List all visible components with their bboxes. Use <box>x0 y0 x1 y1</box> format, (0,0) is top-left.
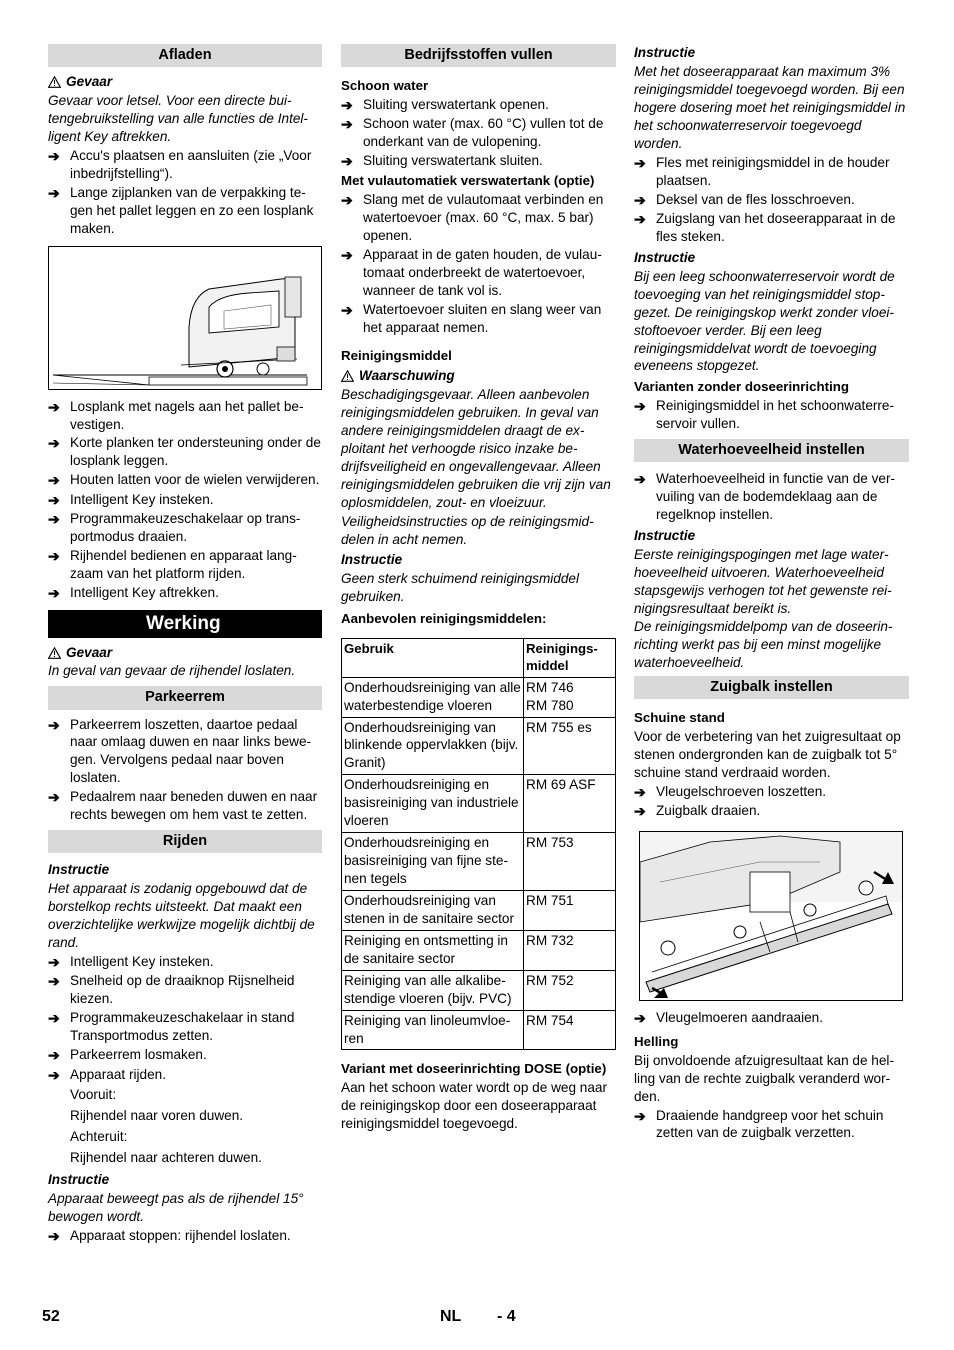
arrow-icon: ➔ <box>48 973 60 990</box>
step-text: Apparaat stoppen: rijhendel loslaten. <box>70 1227 291 1243</box>
step-text: Slang met de vulautomaat verbinden en watertoevoer (max. 60 °C, max. 5 bar) openen. <box>363 192 604 243</box>
step-item <box>634 783 909 801</box>
step-item <box>634 802 909 820</box>
usage-cell: Onderhoudsreiniging en basisreiniging van fijne stenen tegels <box>342 833 524 891</box>
step-text: Parkeerrem losmaken. <box>70 1047 207 1063</box>
note-text: Apparaat beweegt pas als de rijhendel 15° bewogen wordt. <box>48 1190 304 1224</box>
note-label: Instructie <box>634 45 696 60</box>
section-heading-waterhoeveelheid: Waterhoeveelheid instellen <box>634 439 909 462</box>
arrow-icon: ➔ <box>48 1010 60 1027</box>
table-row <box>342 677 616 717</box>
warning-text: Gevaar voor letsel. Voor een directe buitengebruikstelling van alle functies de Intelligent Key aftrekken. <box>48 93 308 144</box>
table-row <box>342 1010 616 1050</box>
step-item <box>634 397 909 433</box>
step-text: Apparaat in de gaten houden, de vulautomaat onderbreekt de watertoevoer, wanneer de tank vol is. <box>363 246 602 298</box>
chapter-heading-werking: Werking <box>48 610 322 637</box>
agent-cell: RM 751 <box>524 890 616 930</box>
step-text: Reinigingsmiddel in het schoonwaterreservoir vullen. <box>656 397 895 431</box>
agent-cell: RM 746 RM 780 <box>524 677 616 717</box>
step-list-schuine <box>634 783 909 821</box>
section-heading-afladen: Afladen <box>48 44 322 67</box>
table-row <box>342 775 616 833</box>
warning-text: Beschadigingsgevaar. Alleen aanbevolen reinigingsmiddelen gebruiken. In geval van andere reinigingsmiddelen draagt de exploitant het verhoogde risico inzake bedrijfsveiligheid en ongevallengevaar. Alleen reinigingsmiddelen gebruiken die vrij zijn van oplosmiddelen, zout- en vloeizuur. <box>341 387 611 510</box>
note-label: Instructie <box>48 1171 110 1187</box>
step-item <box>48 1227 322 1245</box>
direction-line: Achteruit: <box>70 1129 128 1145</box>
step-list-water <box>634 470 909 524</box>
arrow-icon: ➔ <box>48 184 60 201</box>
step-item <box>341 96 616 114</box>
step-item <box>634 191 909 209</box>
step-text: Schoon water (max. 60 °C) vullen tot de onderkant van de vulopening. <box>363 116 604 150</box>
step-text: Programmakeuzeschakelaar op transportmodus draaien. <box>70 511 301 545</box>
column-2 <box>341 44 616 1133</box>
table-row <box>342 717 616 775</box>
step-item <box>48 434 322 470</box>
agent-cell: RM 754 <box>524 1010 616 1050</box>
step-text: Vleugelmoeren aandraaien. <box>656 1009 824 1025</box>
step-text: Intelligent Key aftrekken. <box>70 585 219 600</box>
note-text: Geen sterk schuimend reinigingsmiddel gebruiken. <box>341 571 580 605</box>
subheading-varianten: Varianten zonder doseerinrichting <box>634 379 850 395</box>
arrow-icon: ➔ <box>634 397 646 414</box>
step-item <box>48 953 322 971</box>
step-text: Parkeerrem loszetten, daartoe pedaal naar omlaag duwen en naar links bewegen. Vervolgens pedaal naar boven loslaten. <box>70 716 312 786</box>
arrow-icon: ➔ <box>341 153 353 170</box>
warning-label <box>48 644 322 662</box>
step-item <box>48 184 322 238</box>
warning-triangle-icon <box>48 76 61 88</box>
step-text: Losplank met nagels aan het pallet bevestigen. <box>70 398 304 432</box>
step-item <box>48 491 322 509</box>
arrow-icon: ➔ <box>341 96 353 113</box>
usage-cell: Reiniging en ontsmetting in de sanitaire sector <box>342 930 524 970</box>
step-item <box>48 147 322 183</box>
direction-line: Rijhendel naar achteren duwen. <box>70 1149 262 1165</box>
step-text: Sluiting verswatertank sluiten. <box>363 153 543 169</box>
table-row <box>342 970 616 1010</box>
table-row <box>342 890 616 930</box>
step-list-afladen-2 <box>48 398 322 603</box>
agent-cell: RM 69 ASF <box>524 775 616 833</box>
step-text: Vleugelschroeven loszetten. <box>656 783 827 799</box>
arrow-icon: ➔ <box>341 301 353 318</box>
arrow-icon: ➔ <box>634 783 646 800</box>
step-list-stop <box>48 1227 322 1245</box>
column-3 <box>634 44 909 1142</box>
step-text: Draaiende handgreep voor het schuin zetten van de zuigbalk verzetten. <box>656 1107 884 1141</box>
step-text: Sluiting verswatertank openen. <box>363 96 549 112</box>
schuine-text: Voor de verbetering van het zuigresultaat op stenen ondergronden kan de zuigbalk tot 5° schuine stand verdraaid worden. <box>634 728 901 780</box>
language-code: NL <box>440 1308 462 1325</box>
arrow-icon: ➔ <box>48 585 60 601</box>
step-item <box>48 1009 322 1045</box>
warning-label-text: Gevaar <box>66 644 113 660</box>
step-item <box>634 154 909 190</box>
arrow-icon: ➔ <box>48 953 60 970</box>
squeegee-adjustment-illustration <box>639 831 903 1001</box>
note-label: Instructie <box>634 527 696 543</box>
step-text: Korte planken ter ondersteuning onder de losplank leggen. <box>70 435 321 469</box>
warning-label <box>341 367 616 385</box>
direction-line: Vooruit: <box>70 1087 117 1103</box>
step-item <box>48 471 322 489</box>
table-title: Aanbevolen reinigingsmiddelen: <box>341 611 547 627</box>
agent-cell: RM 732 <box>524 930 616 970</box>
scrubber-on-pallet-drawing <box>49 247 321 389</box>
arrow-icon: ➔ <box>48 472 60 489</box>
arrow-icon: ➔ <box>48 716 60 733</box>
step-item <box>48 510 322 546</box>
section-heading-parkeerrem: Parkeerrem <box>48 686 322 709</box>
subheading-vulautomatiek: Met vulautomatiek verswatertank (optie) <box>341 173 595 189</box>
step-item <box>48 1066 322 1084</box>
step-text: Houten latten voor de wielen verwijderen. <box>70 472 320 488</box>
arrow-icon: ➔ <box>634 191 646 208</box>
dose-text: Aan het schoon water wordt op de weg naar de reinigingskop door een doseerapparaat reinigingsmiddel toegevoegd. <box>341 1080 608 1131</box>
step-list-rijden <box>48 953 322 1084</box>
note-text: Bij een leeg schoonwaterreservoir wordt de toevoeging van het reinigingsmiddel stopgezet. De reinigingskop werkt zonder vloeistoftoevoer verder. Bij een leeg reinigingsmiddelvat wordt de toevoeging eveneens stopgezet. <box>634 268 895 374</box>
agent-cell: RM 752 <box>524 970 616 1010</box>
step-text: Intelligent Key insteken. <box>70 491 214 507</box>
warning-text: Veiligheidsinstructies op de reinigingsmiddelen in acht nemen. <box>341 513 594 547</box>
step-item <box>48 1046 322 1064</box>
step-list-schoon-water <box>341 96 616 171</box>
step-list-after-figure <box>634 1009 909 1027</box>
warning-label-text: Gevaar <box>66 74 113 90</box>
step-item <box>634 470 909 524</box>
agent-cell: RM 753 <box>524 833 616 891</box>
arrow-icon: ➔ <box>48 491 60 508</box>
step-text: Zuigslang van het doseerapparaat in de fles steken. <box>656 210 896 244</box>
step-list-afladen-1 <box>48 147 322 238</box>
step-item <box>634 210 909 246</box>
step-item <box>48 584 322 602</box>
step-item <box>341 191 616 245</box>
arrow-icon: ➔ <box>341 192 353 209</box>
step-list-parkeerrem <box>48 716 322 825</box>
usage-cell: Reiniging van alle alkalibestendige vloeren (bijv. PVC) <box>342 970 524 1010</box>
arrow-icon: ➔ <box>48 398 60 415</box>
page-number: 52 <box>42 1308 60 1325</box>
arrow-icon: ➔ <box>341 246 353 263</box>
subheading-schuine-stand: Schuine stand <box>634 710 725 726</box>
table-header-row <box>342 638 616 677</box>
table-row <box>342 930 616 970</box>
step-text: Fles met reinigingsmiddel in de houder plaatsen. <box>656 154 890 188</box>
note-label: Instructie <box>634 249 696 265</box>
direction-line: Rijhendel naar voren duwen. <box>70 1108 244 1124</box>
step-text: Lange zijplanken van de verpakking tegen het pallet leggen en zo een losplank maken. <box>70 184 314 236</box>
arrow-icon: ➔ <box>634 210 646 227</box>
note-label: Instructie <box>48 862 110 878</box>
section-heading-rijden: Rijden <box>48 830 322 853</box>
arrow-icon: ➔ <box>48 1227 60 1244</box>
note-text: De reinigingsmiddelpomp van de doseerinrichting werkt pas bij een minst mogelijke waterhoeveelheid. <box>634 619 893 671</box>
arrow-icon: ➔ <box>634 470 646 487</box>
column-1 <box>48 44 322 1245</box>
step-item <box>48 547 322 583</box>
step-text: Watertoevoer sluiten en slang weer van het apparaat nemen. <box>363 301 602 335</box>
revision-number: - 4 <box>497 1308 516 1325</box>
usage-cell: Onderhoudsreiniging van alle waterbestendige vloeren <box>342 677 524 717</box>
table-header-cell: Reinigingsmiddel <box>524 638 616 677</box>
subheading-reinigingsmiddel: Reinigingsmiddel <box>341 347 452 363</box>
step-item <box>634 1009 909 1027</box>
step-item <box>48 716 322 788</box>
warning-label <box>48 73 322 91</box>
arrow-icon: ➔ <box>48 789 60 806</box>
subheading-schoon-water: Schoon water <box>341 78 429 94</box>
agent-cell: RM 755 es <box>524 717 616 775</box>
usage-cell: Onderhoudsreiniging en basisreiniging van industriele vloeren <box>342 775 524 833</box>
table-row <box>342 833 616 891</box>
arrow-icon: ➔ <box>634 1009 646 1026</box>
arrow-icon: ➔ <box>48 1066 60 1083</box>
step-text: Deksel van de fles losschroeven. <box>656 191 855 207</box>
drive-directions <box>48 1086 322 1167</box>
warning-label-text: Waarschuwing <box>359 368 455 384</box>
table-header-cell: Gebruik <box>342 638 524 677</box>
step-text: Programmakeuzeschakelaar in stand Transportmodus zetten. <box>70 1010 295 1044</box>
step-text: Pedaalrem naar beneden duwen en naar rechts bewegen om hem vast te zetten. <box>70 789 318 823</box>
step-item <box>341 246 616 300</box>
step-text: Waterhoeveelheid in functie van de vervuiling van de bodemdeklaag aan de regelknop instellen. <box>656 470 896 522</box>
arrow-icon: ➔ <box>48 147 60 164</box>
arrow-icon: ➔ <box>634 154 646 171</box>
step-text: Apparaat rijden. <box>70 1066 166 1082</box>
section-heading-bedrijfsstoffen: Bedrijfsstoffen vullen <box>341 44 616 67</box>
step-list-dose <box>634 154 909 246</box>
arrow-icon: ➔ <box>48 435 60 452</box>
step-item <box>634 1107 909 1143</box>
step-item <box>341 115 616 151</box>
step-item <box>341 152 616 170</box>
step-item <box>341 301 616 337</box>
machine-unloading-illustration <box>48 246 322 390</box>
step-item <box>48 972 322 1008</box>
step-text: Accu's plaatsen en aansluiten (zie „Voor inbedrijfstelling“). <box>70 147 312 181</box>
arrow-icon: ➔ <box>48 548 60 565</box>
usage-cell: Reiniging van linoleumvloeren <box>342 1010 524 1050</box>
step-text: Intelligent Key insteken. <box>70 953 214 969</box>
subheading-dose: Variant met doseerinrichting DOSE (optie) <box>341 1061 607 1077</box>
warning-triangle-icon <box>48 647 61 659</box>
arrow-icon: ➔ <box>341 116 353 133</box>
subheading-helling: Helling <box>634 1034 679 1050</box>
step-list-varianten <box>634 397 909 433</box>
step-list-helling <box>634 1107 909 1143</box>
note-label: Instructie <box>341 552 403 568</box>
step-text: Rijhendel bedienen en apparaat langzaam van het platform rijden. <box>70 548 297 582</box>
step-item <box>48 788 322 824</box>
step-text: Snelheid op de draaiknop Rijsnelheid kiezen. <box>70 973 295 1007</box>
arrow-icon: ➔ <box>634 803 646 820</box>
step-list-vulautomatiek <box>341 191 616 337</box>
usage-cell: Onderhoudsreiniging van blinkende oppervlakken (bijv. Granit) <box>342 717 524 775</box>
helling-text: Bij onvoldoende afzuigresultaat kan de helling van de rechte zuigbalk veranderd worden. <box>634 1052 894 1104</box>
step-text: Zuigbalk draaien. <box>656 803 761 819</box>
arrow-icon: ➔ <box>634 1107 646 1124</box>
arrow-icon: ➔ <box>48 511 60 528</box>
note-text: Met het doseerapparaat kan maximum 3% reinigingsmiddel toegevoegd worden. Bij een hogere dosering moet het reinigingsmiddel in het schoonwaterreservoir toegevoegd worden. <box>634 63 906 151</box>
note-text: Eerste reinigingspogingen met lage waterhoeveelheid uitvoeren. Waterhoeveelheid stapsgewijs verhogen tot het gewenste reinigingsresultaat bereikt is. <box>634 546 892 616</box>
section-heading-zuigbalk: Zuigbalk instellen <box>634 676 909 699</box>
warning-triangle-icon <box>341 370 354 382</box>
arrow-icon: ➔ <box>48 1047 60 1064</box>
cleaning-agent-table <box>341 638 616 1051</box>
note-text: Het apparaat is zodanig opgebouwd dat de borstelkop rechts uitsteekt. Dat maakt een overzichtelijke werkwijze mogelijk dichtbij de rand. <box>48 881 315 951</box>
step-item <box>48 398 322 434</box>
squeegee-drawing <box>640 832 902 1000</box>
usage-cell: Onderhoudsreiniging van stenen in de sanitaire sector <box>342 890 524 930</box>
warning-text: In geval van gevaar de rijhendel loslaten. <box>48 663 296 679</box>
